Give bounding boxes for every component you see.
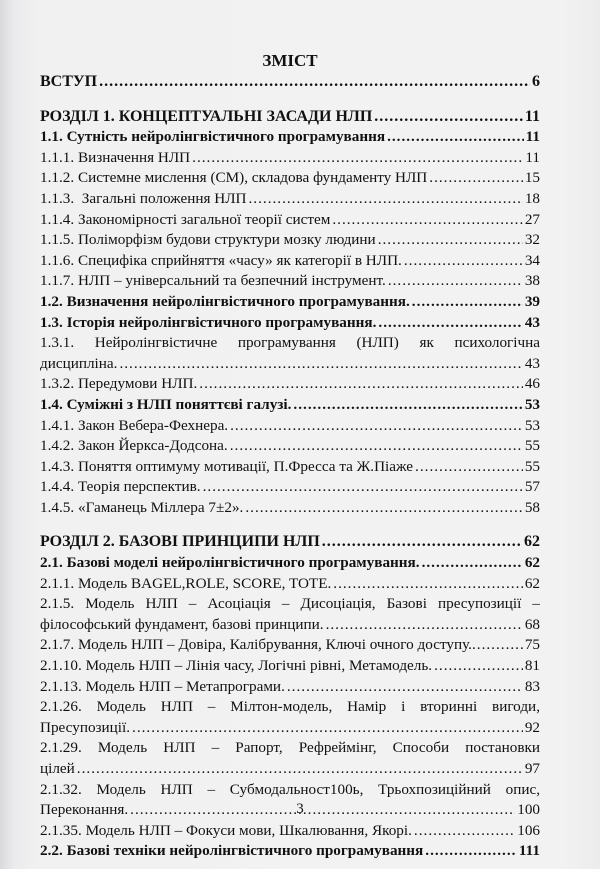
toc-entry-subsection[interactable]	[40, 210, 540, 231]
entry-page: 55	[524, 457, 540, 475]
toc-page	[40, 50, 540, 862]
entry-label: 2.1.35. Модель НЛП – Фокуси мови, Шкалювання, Якорі.	[40, 821, 412, 839]
toc-entry-subsection[interactable]	[40, 230, 540, 251]
entry-page: 81	[524, 657, 540, 675]
toc-entry-chapter-1[interactable]	[40, 107, 540, 128]
entry-label: 1.1.1. Визначення НЛП	[40, 148, 191, 166]
entry-label: 1.4.4. Теорія перспектив.	[40, 478, 201, 496]
entry-label: Пресупозиції.	[40, 718, 131, 736]
entry-page: 58	[524, 498, 540, 516]
entry-page: 32	[524, 231, 540, 249]
toc-entry-subsection[interactable]	[40, 821, 540, 842]
entry-label: цілей	[40, 760, 75, 777]
entry-label-line1: 2.1.5. Модель НЛП – Асоціація – Дисоціація, Базові пресупозиції –	[40, 595, 540, 613]
toc-entry-subsection[interactable]	[40, 574, 540, 595]
entry-page: 11	[525, 148, 540, 166]
dot-leader	[378, 313, 522, 334]
entry-label: 2.1.13. Модель НЛП – Метапрограми.	[40, 677, 285, 695]
entry-label-line1: 2.1.29. Модель НЛП – Рапорт, Рефреймінг, Способи постановки	[40, 739, 540, 757]
dot-leader	[119, 354, 522, 375]
dot-leader	[230, 436, 523, 457]
entry-label: 1.1.4. Закономірності загальної теорії систем	[40, 210, 331, 228]
dot-leader	[434, 656, 523, 677]
entry-label-line1: 1.3.1. Нейролінгвістичне програмування (НЛП) як психологічна	[40, 334, 540, 352]
toc-entry-subsection[interactable]	[40, 477, 540, 498]
dot-leader	[404, 251, 523, 272]
entry-label: РОЗДІЛ 2. БАЗОВІ ПРИНЦИПИ НЛП	[40, 533, 320, 551]
dot-leader	[333, 574, 523, 595]
dot-leader	[387, 127, 524, 148]
dot-leader	[412, 292, 523, 313]
dot-leader	[203, 477, 523, 498]
toc-entry-subsection[interactable]	[40, 457, 540, 478]
entry-page: 18	[524, 189, 540, 207]
entry-page: 62	[524, 533, 540, 551]
dot-leader	[388, 271, 523, 292]
entry-page: 111	[518, 842, 540, 860]
toc-entry-chapter-2[interactable]	[40, 532, 540, 553]
entry-page: 43	[524, 354, 540, 372]
entry-label: 1.1.2. Системне мислення (СМ), складова фундаменту НЛП	[40, 169, 428, 187]
toc-entry-subsection[interactable]	[40, 251, 540, 272]
toc-entry-section[interactable]	[40, 127, 540, 148]
dot-leader	[374, 107, 523, 128]
entry-page: 62	[524, 554, 540, 572]
entry-label: Переконання.	[40, 801, 129, 819]
toc-entry-subsection[interactable]	[40, 271, 540, 292]
toc-entry-subsection-wrapped[interactable]	[40, 333, 540, 374]
entry-label: 2.1.1. Модель BAGEL,ROLE, SCORE, TOTE.	[40, 574, 332, 592]
entry-label: РОЗДІЛ 1. КОНЦЕПТУАЛЬНІ ЗАСАДИ НЛП	[40, 107, 373, 125]
entry-label: 1.2. Визначення нейролінгвістичного програмування.	[40, 292, 410, 310]
dot-leader	[414, 821, 515, 842]
dot-leader	[249, 189, 523, 210]
entry-page: 68	[524, 615, 540, 633]
dot-leader	[287, 677, 523, 698]
entry-label: 2.1. Базові моделі нейролінгвістичного програмування.	[40, 554, 420, 572]
entry-page: 53	[524, 395, 540, 413]
entry-page: 34	[524, 251, 540, 269]
entry-page: 57	[524, 478, 540, 496]
toc-entry-subsection[interactable]	[40, 498, 540, 519]
dot-leader	[293, 395, 522, 416]
dot-leader	[472, 635, 525, 656]
dot-leader	[230, 416, 523, 437]
entry-page: 46	[524, 375, 540, 393]
dot-leader	[425, 841, 517, 862]
entry-page: 6	[532, 73, 540, 90]
toc-entry-subsection-wrapped[interactable]	[40, 697, 540, 738]
dot-leader	[415, 457, 523, 478]
dot-leader	[429, 168, 523, 189]
toc-entry-subsection[interactable]	[40, 677, 540, 698]
entry-page: 39	[524, 292, 540, 310]
dot-leader	[422, 553, 523, 574]
toc-entry-section[interactable]	[40, 553, 540, 574]
toc-entry-section[interactable]	[40, 313, 540, 334]
entry-label: 1.4.3. Поняття оптимуму мотивації, П.Фресса та Ж.Піаже	[40, 457, 414, 475]
entry-label: філософський фундамент, базові принципи.	[40, 615, 324, 633]
toc-entry-subsection[interactable]	[40, 656, 540, 677]
entry-label: 1.3.2. Передумови НЛП.	[40, 375, 198, 393]
entry-page: 62	[524, 574, 540, 592]
entry-label: 1.4.2. Закон Йеркса-Додсона.	[40, 437, 228, 455]
toc-entry-subsection[interactable]	[40, 168, 540, 189]
dot-leader	[192, 148, 523, 169]
entry-label: 1.3. Історія нейролінгвістичного програмування.	[40, 313, 377, 331]
entry-page: 92	[524, 718, 540, 736]
entry-label: 1.4.1. Закон Вебера-Фехнера.	[40, 416, 229, 434]
toc-entry-introduction[interactable]	[40, 72, 540, 93]
dot-leader	[326, 615, 523, 636]
toc-entry-subsection[interactable]	[40, 436, 540, 457]
toc-entry-subsection[interactable]	[40, 374, 540, 395]
dot-leader	[132, 718, 523, 739]
toc-entry-subsection[interactable]	[40, 416, 540, 437]
toc-entry-subsection[interactable]	[40, 635, 540, 656]
entry-label: 1.1.3. Загальні положення НЛП	[40, 189, 247, 207]
entry-page: 27	[524, 210, 540, 228]
page-number: 3	[296, 801, 304, 817]
entry-page: 43	[524, 313, 540, 331]
toc-entry-section[interactable]	[40, 395, 540, 416]
dot-leader	[245, 498, 522, 519]
entry-page: 11	[524, 107, 540, 125]
entry-page: 75	[524, 636, 540, 654]
dot-leader	[322, 532, 522, 553]
entry-page: 15	[524, 169, 540, 187]
entry-label: 2.1.10. Модель НЛП – Лінія часу, Логічні рівні, Метамодель.	[40, 657, 433, 675]
table-of-contents	[40, 72, 540, 862]
entry-label-line1: 2.1.26. Модель НЛП – Мілтон-модель, Намір і вторинні вигоди,	[40, 698, 540, 716]
entry-page: 53	[524, 416, 540, 434]
entry-label: 2.2. Базові техніки нейролінгвістичного програмування	[40, 842, 424, 860]
entry-label: ВСТУП	[40, 73, 98, 90]
entry-page: 38	[524, 272, 540, 290]
entry-label: дисципліна.	[40, 354, 118, 372]
dot-leader	[77, 759, 523, 780]
entry-page: 100	[517, 801, 540, 819]
page-title: ЗМІСТ	[262, 51, 318, 70]
toc-entry-subsection[interactable]	[40, 189, 540, 210]
dot-leader	[332, 210, 522, 231]
entry-label: 1.1.5. Поліморфізм будови структури мозку людини	[40, 231, 376, 249]
toc-entry-subsection[interactable]	[40, 148, 540, 169]
entry-page: 55	[524, 437, 540, 455]
toc-entry-section[interactable]	[40, 841, 540, 862]
toc-entry-subsection-wrapped[interactable]	[40, 738, 540, 779]
toc-entry-subsection-wrapped[interactable]	[40, 594, 540, 635]
entry-page: 11	[525, 128, 540, 146]
toc-entry-section[interactable]	[40, 292, 540, 313]
entry-label: 1.4.5. «Гаманець Міллера 7±2».	[40, 498, 244, 516]
entry-label: 1.4. Суміжні з НЛП поняттєві галузі.	[40, 395, 292, 413]
dot-leader	[199, 374, 523, 395]
entry-label-line1: 2.1.32. Модель НЛП – Субмодальност100ь, Трьохпозиційний опис,	[40, 780, 540, 798]
entry-label: 1.1. Сутність нейролінгвістичного програмування	[40, 128, 386, 146]
entry-page: 83	[524, 677, 540, 695]
entry-label: 1.1.7. НЛП – універсальний та безпечний інструмент.	[40, 272, 386, 290]
entry-label: 2.1.7. Модель НЛП – Довіра, Калібрування, Ключі очного доступу.	[40, 636, 472, 654]
entry-page: 97	[524, 760, 540, 777]
entry-label: 1.1.6. Специфіка сприйняття «часу» як категорії в НЛП.	[40, 251, 402, 269]
dot-leader	[378, 230, 523, 251]
entry-page: 106	[517, 821, 540, 839]
dot-leader	[99, 72, 530, 93]
